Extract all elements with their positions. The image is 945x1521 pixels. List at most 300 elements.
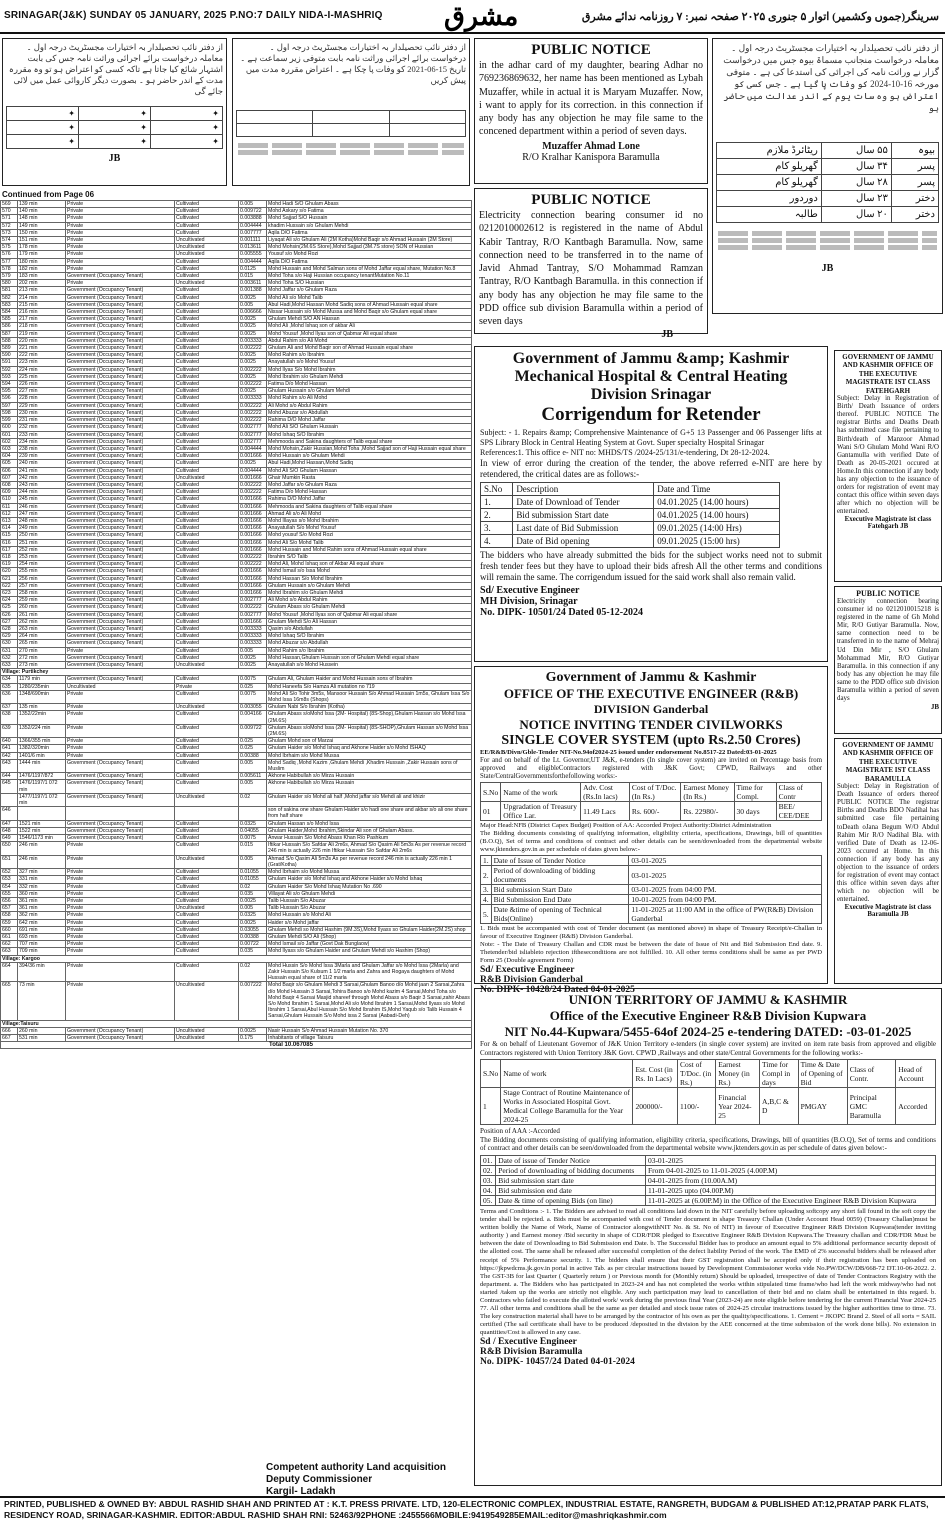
land-cell: Government (Occupancy Tenant) bbox=[66, 337, 175, 344]
land-cell: 627 bbox=[1, 618, 18, 625]
land-row bbox=[1, 597, 472, 604]
land-cell: 215 min bbox=[18, 301, 66, 308]
land-cell: Cultivated bbox=[175, 510, 239, 517]
land-cell: 603 bbox=[1, 445, 18, 452]
land-cell: Ghulam Mehdi S/O AN Hassan bbox=[267, 316, 472, 323]
land-cell: Ghulam Haider,Mohd Ibrahim,Skindar Ali son of Ghulam Abass. bbox=[267, 827, 472, 834]
ku-cell: 200000/- bbox=[633, 1088, 678, 1125]
land-cell: Mohd Ali S/o Mohd Talib bbox=[267, 539, 472, 546]
land-row bbox=[1, 855, 472, 868]
land-cell: Mohd Askary s/o Fatima bbox=[267, 208, 472, 215]
land-cell: Private bbox=[66, 933, 175, 940]
land-row bbox=[1, 431, 472, 438]
land-cell: Government (Occupancy Tenant) bbox=[66, 582, 175, 589]
land-cell: 0.001111 bbox=[239, 237, 267, 244]
ku-header-cell: Earnest Money (in Rs.) bbox=[716, 1060, 760, 1088]
land-cell: Cultivated bbox=[175, 745, 239, 752]
land-cell: 581 bbox=[1, 287, 18, 294]
land-cell: 569 bbox=[1, 201, 18, 208]
land-cell: Mohd Ali S/o Tohir 3m5s, Mansoor Hussain S/o Ahmad Hussain 1m5s, Ghulam Issa S/o Mohd Issa 16m8s (Shops) bbox=[267, 690, 472, 703]
land-cell: Private bbox=[66, 745, 175, 752]
land-cell: Government (Occupancy Tenant) bbox=[66, 467, 175, 474]
land-cell: 0.0025 bbox=[239, 1027, 267, 1034]
ku-schedule-row bbox=[481, 1175, 936, 1185]
land-row bbox=[1, 280, 472, 287]
land-row bbox=[1, 395, 472, 402]
ku-header-cell: Time & Date of Opening of Bid bbox=[798, 1060, 847, 1088]
land-row bbox=[1, 453, 472, 460]
land-cell: Cultivated bbox=[175, 345, 239, 352]
land-cell: 0.00722 bbox=[239, 941, 267, 948]
land-cell: Mohd Mohsin,Zakir Hussian,Mohd Toha ,Mohd Sajjad son of Haji Hussain equal share bbox=[267, 445, 472, 452]
land-cell: 0.007222 bbox=[239, 982, 267, 1020]
land-cell: Government (Occupancy Tenant) bbox=[66, 510, 175, 517]
ku-sched-cell: 03. bbox=[481, 1175, 496, 1185]
land-row bbox=[1, 273, 472, 280]
land-cell: 1280/235min bbox=[18, 683, 66, 690]
public-notice-electricity-1: PUBLIC NOTICE Electricity connection bearing consumer id no 0212010002612 is registered in the name of Abdul Kabir Tantray, R/O Kantbagh Baramulla. Now, same connection need to be transferred in to the name of Javid Ahmad Tantray, S/O Mohammad Ramzan Tantray, R/O Kantbagh Baramulla. in this connection if any body has any objection he may file same to the PDD office sub division Baramulla within a period of seven days JB bbox=[474, 188, 708, 334]
land-cell: 0.005 bbox=[239, 780, 267, 793]
land-row bbox=[1, 883, 472, 890]
land-cell: Government (Occupancy Tenant) bbox=[66, 611, 175, 618]
land-cell: Government (Occupancy Tenant) bbox=[66, 395, 175, 402]
land-cell: Abul Hadi,Mohd Hassan Mohd Sadiq sons of Ahmad Hussain equal share bbox=[267, 301, 472, 308]
land-cell: 626 bbox=[1, 611, 18, 618]
land-cell: 327 min bbox=[18, 869, 66, 876]
rb-sched-cell: 5. bbox=[481, 905, 492, 924]
land-cell: 0.001666 bbox=[239, 582, 267, 589]
land-cell: 0.0025 bbox=[239, 294, 267, 301]
land-cell: Nasir Hussain S/o Ahmad Hussain Mutation No. 370 bbox=[267, 1027, 472, 1034]
rb-schedule-row bbox=[481, 905, 822, 924]
land-cell: Cultivated bbox=[175, 604, 239, 611]
land-cell: 0.013611 bbox=[239, 244, 267, 251]
land-row bbox=[1, 683, 472, 690]
land-cell: 631 bbox=[1, 647, 18, 654]
land-cell: 592 bbox=[1, 366, 18, 373]
land-cell: 249 min bbox=[18, 525, 66, 532]
land-cell: Government (Occupancy Tenant) bbox=[66, 496, 175, 503]
land-cell: 1401/6 min bbox=[18, 752, 66, 759]
land-cell: Ghair Mumkin Rasta bbox=[267, 474, 472, 481]
land-cell: 611 bbox=[1, 503, 18, 510]
land-cell: 656 bbox=[1, 897, 18, 904]
land-row bbox=[1, 633, 472, 640]
land-cell: 0.0025 bbox=[239, 359, 267, 366]
ku-schedule-row bbox=[481, 1165, 936, 1175]
land-cell: 588 bbox=[1, 337, 18, 344]
rb-header-cell: Adv. Cost (Rs.In lacs) bbox=[581, 783, 630, 802]
land-cell: Cultivated bbox=[175, 654, 239, 661]
land-row bbox=[1, 424, 472, 431]
land-cell: Government (Occupancy Tenant) bbox=[66, 481, 175, 488]
land-cell: Government (Occupancy Tenant) bbox=[66, 438, 175, 445]
land-cell: 1522 min bbox=[18, 827, 66, 834]
land-cell: Uncultivated bbox=[175, 704, 239, 711]
land-cell: 0.002222 bbox=[239, 366, 267, 373]
land-cell: Mohd Toha s/o Haji Hussian occupancy tenantMutation No.11 bbox=[267, 273, 472, 280]
land-row bbox=[1, 926, 472, 933]
land-cell: 580 bbox=[1, 280, 18, 287]
land-row bbox=[1, 919, 472, 926]
land-cell: Private bbox=[66, 926, 175, 933]
land-row bbox=[1, 373, 472, 380]
land-row bbox=[1, 460, 472, 467]
land-cell: Private bbox=[66, 280, 175, 287]
ku-header-cell: Time for Compl in days bbox=[760, 1060, 799, 1088]
land-cell: Cultivated bbox=[175, 258, 239, 265]
land-cell: Cultivated bbox=[175, 820, 239, 827]
land-cell: Uncultivated bbox=[175, 905, 239, 912]
land-row bbox=[1, 669, 472, 676]
land-row bbox=[1, 835, 472, 842]
land-cell: Uncultivated bbox=[175, 793, 239, 806]
land-cell: 257 min bbox=[18, 582, 66, 589]
land-cell: 240 min bbox=[18, 460, 66, 467]
land-cell: 361 min bbox=[18, 905, 66, 912]
land-cell: Government (Occupancy Tenant) bbox=[66, 352, 175, 359]
land-cell: 645 bbox=[1, 780, 18, 793]
land-cell: Cultivated bbox=[175, 827, 239, 834]
land-row bbox=[1, 982, 472, 1020]
land-cell: 0.0075 bbox=[239, 690, 267, 703]
land-cell bbox=[175, 807, 239, 820]
land-cell: 221 min bbox=[18, 345, 66, 352]
land-cell: Cultivated bbox=[175, 738, 239, 745]
land-cell: Government (Occupancy Tenant) bbox=[66, 316, 175, 323]
mh-division-corrigendum: Government of Jammu &amp; Kashmir Mechanical Hospital & Central Heating Division Srinagar Corrigendum for Retender Subject: - 1. Repairs &amp; Comprehensive Maintenance of G+5 13 Passenger and 06 Passenger lifts at SPS Library Block in Central Heating System at Govt. Super specialty Hospital Srinagar References:1. This office e- NIT no: MHDS/TS /2024-25/131/e-tendering, Dt 28-12-2024. In view of error during the creation of the tender, the above referred e-NIT are here by retendered, the critical dates are as follows:- S.No Description Date and Time 1. Date of Download of Tender 04.01.2025 (14.00 hours) 2. Bid submission Start date 04.01.2025 (14.00 hours) 3. Last date of Bid Submission 09.01.2025 (14:00 Hrs) 4. Date of Bid opening 09.01.2025 (15:00 hrs) The bidders who have already submitted the bids for the subject works need not to submit fresh tender fees but they have to upload their bids afresh All the other terms and conditions will remain the same. The corrigendum issued for the said work shall also remain valid. Sd/ Executive Engineer MH Division, Srinagar No. DIPK- 10501/24 Dated 05-12-2024 bbox=[474, 346, 828, 662]
land-row bbox=[1, 654, 472, 661]
land-cell: Inhabitants of village Taisuru bbox=[267, 1034, 472, 1041]
land-cell: Cultivated bbox=[175, 417, 239, 424]
rb-header-cell: Cost of T/Doc. (In Rs.) bbox=[629, 783, 681, 802]
land-cell: 0.009722 bbox=[239, 724, 267, 737]
land-cell: Cultivated bbox=[175, 330, 239, 337]
ku-cell: Accorded bbox=[896, 1088, 936, 1125]
land-cell: Mohd Ibrhaim s/o Mohd Mussa bbox=[267, 752, 472, 759]
heir-row bbox=[717, 207, 939, 223]
land-cell: 256 min bbox=[18, 575, 66, 582]
rb-ganderbal-tender: Government of Jammu & Kashmir OFFICE OF THE EXECUTIVE ENGINEER (R&B) DIVISION Ganderbal NOTICE INVITING TENDER CIVILWORKS SINGLE COVER SYSTEM (upto Rs.2.50 Crores) EE/R&B/Divn/Gble-Tender NIT-No.94of2024-25 issued under endorsement No.8517-22 Dated:03-01-2025 For and on behalf of the Lt. Governor,UT J&K, e-tenders (In single cover system) are invited on Percentage basis from approved and eligibleContractors registered with J&K Govt; CPWD, Railways and other State/CentralGovernmentsforthefollowing works:- S.No Name of the work Adv. Cost (Rs.In lacs) Cost of T/Doc. (In Rs.) Earnest Money (In Rs.) Time for Compl. Class of Contr 01 Upgradation of Treasury Office Lar. 11.49 Lacs Rs. 600/- Rs. 22980/- 30 days BEE/ CEE/DEE Major Head:NFB (District Capex Budget) Position of AA: Accorded Project Authority:District Administration The Bidding documents consisting of qualifying information, eligibility criteria, specifications, Drawings, bill of quantities (B.O.Q), Set of terms and conditions of contract and other details can be seen/downloaded from the departmental website www.jktenders.gov.in as per schedule of dates given below:- 1. Date of Issue of Tender Notice 03-01-2025 2. Period of downloading of bidding documents 03-01-2025 3. Bid submission Start Date 03-01-2025 from 04:00 PM. 4. Bid Submission End Date 10-01-2025 from 04:00 PM. 5. Date &time of opening of Technical Bids(Online) 11-01-2025 at 11:00 AM in the office of PW(R&B) Division Ganderbal 1. Bids must be accompanied with cost of Tender document (as mentioned above) in shape of Treasury Receipt/e-Challan in favour of Executive Engineer (R&B) Division Ganderbal. Note: - The Date of Treasury Challan and CDR must be between the date of Issue of Nit and Bid Submission End date. 9. Thetender/bid isliableto rejection iftheseconditions are not fulfilled. 10. All other terms conditions shall be same as per PWD Form 25 (Double agreement Form) Sd/ Executive Engineer R&B Division Ganderbal No. DIPK- 10428/24 Dated 04-01-2025 bbox=[474, 666, 828, 984]
land-cell: Cultivated bbox=[175, 690, 239, 703]
land-cell: Government (Occupancy Tenant) bbox=[66, 793, 175, 806]
land-cell: 651 bbox=[1, 855, 18, 868]
land-cell bbox=[1, 793, 18, 806]
land-cell: 0.0325 bbox=[239, 912, 267, 919]
land-row bbox=[1, 745, 472, 752]
land-cell: Cultivated bbox=[175, 316, 239, 323]
rb-cell: Rs. 600/- bbox=[629, 802, 681, 821]
land-cell: 260 min bbox=[18, 604, 66, 611]
land-cell: 225 min bbox=[18, 373, 66, 380]
mh-cell: 4. bbox=[481, 535, 513, 548]
land-cell: 634 bbox=[1, 676, 18, 683]
land-cell: 244 min bbox=[18, 489, 66, 496]
land-cell: 609 bbox=[1, 489, 18, 496]
land-cell: 641 bbox=[1, 745, 18, 752]
land-cell: 0.001666 bbox=[239, 525, 267, 532]
land-cell: 151 min bbox=[18, 237, 66, 244]
land-cell: Cultivated bbox=[175, 575, 239, 582]
land-cell: Cultivated bbox=[175, 876, 239, 883]
land-cell: Cultivated bbox=[175, 869, 239, 876]
land-cell: 0.003888 bbox=[239, 215, 267, 222]
land-row bbox=[1, 890, 472, 897]
land-cell: Rahima D/O Mohd Jaffar bbox=[267, 417, 472, 424]
land-row bbox=[1, 912, 472, 919]
land-cell: 1366/355 min bbox=[18, 738, 66, 745]
land-cell: Cultivated bbox=[175, 933, 239, 940]
land-cell: 0.001666 bbox=[239, 568, 267, 575]
urdu-notice-1-sig: JB bbox=[108, 153, 121, 164]
land-cell: 601 bbox=[1, 431, 18, 438]
land-cell: 620 bbox=[1, 568, 18, 575]
land-cell: Cultivated bbox=[175, 222, 239, 229]
land-cell: 600 bbox=[1, 424, 18, 431]
land-cell: Cultivated bbox=[175, 460, 239, 467]
land-cell: 0.0025 bbox=[239, 323, 267, 330]
land-cell: 637 bbox=[1, 704, 18, 711]
land-cell: Government (Occupancy Tenant) bbox=[66, 424, 175, 431]
land-row bbox=[1, 503, 472, 510]
land-cell: 1179 min bbox=[18, 676, 66, 683]
land-cell: 594 bbox=[1, 381, 18, 388]
land-cell: Ghulam Mohd son of Marzai bbox=[267, 738, 472, 745]
land-cell: Cultivated bbox=[175, 752, 239, 759]
land-cell: 0.004444 bbox=[239, 467, 267, 474]
land-cell: Mohd Toha S/O Hussian bbox=[267, 280, 472, 287]
newspaper-logo: مشرق bbox=[444, 1, 519, 31]
land-cell: Government (Occupancy Tenant) bbox=[66, 453, 175, 460]
public-notice-electricity-1-body: Electricity connection bearing consumer id no 0212010002612 is registered in the name of Abdul Kabir Tantray, R/O Kantbagh Baramulla. Now, same connection need to be transferred in to the name of Javid Ahmad Tantray, S/O Mohammad Ramzan Tantray, R/O Kantbagh Baramulla. in this connection if any body has any objection he may file same to the PDD office sub division Baramulla within a period of seven days bbox=[479, 210, 703, 328]
land-cell: Private bbox=[66, 215, 175, 222]
land-row bbox=[1, 842, 472, 855]
land-cell: Uncultivated bbox=[175, 251, 239, 258]
land-cell: 616 bbox=[1, 539, 18, 546]
land-cell: 621 bbox=[1, 575, 18, 582]
land-cell: Cultivated bbox=[175, 568, 239, 575]
land-cell: Government (Occupancy Tenant) bbox=[66, 1034, 175, 1041]
land-cell: 180 min bbox=[18, 258, 66, 265]
land-cell: Government (Occupancy Tenant) bbox=[66, 539, 175, 546]
land-cell: Ghulam Haider S/o Mohd Ishaq Mutation No .690 bbox=[267, 883, 472, 890]
land-cell: Mohd Yousuf ,Mohd Ilyas son of Qabmar Ali equal share bbox=[267, 611, 472, 618]
land-cell: 245 min bbox=[18, 496, 66, 503]
land-cell: 0.04055 bbox=[239, 827, 267, 834]
land-cell: 596 bbox=[1, 395, 18, 402]
land-cell: 260 min bbox=[18, 1027, 66, 1034]
land-cell: 661 bbox=[1, 933, 18, 940]
land-cell: 0.005 bbox=[239, 301, 267, 308]
land-cell: Cultivated bbox=[175, 496, 239, 503]
land-cell: 0.002222 bbox=[239, 489, 267, 496]
land-cell: 632 bbox=[1, 654, 18, 661]
land-cell: 216 min bbox=[18, 309, 66, 316]
land-cell: 615 bbox=[1, 532, 18, 539]
land-cell: 218 min bbox=[18, 323, 66, 330]
land-cell: Mohd Ismail s/o Jaffar (Govt Dak Bunglaow) bbox=[267, 941, 472, 948]
land-cell: Uncultivated bbox=[175, 1034, 239, 1041]
heir-cell: پسر bbox=[891, 159, 938, 175]
land-cell: Government (Occupancy Tenant) bbox=[66, 409, 175, 416]
land-cell: 73 min bbox=[18, 982, 66, 1020]
land-cell: 0.035 bbox=[239, 948, 267, 955]
land-cell: Mohd Jaffar s/o Ghulam Raza bbox=[267, 481, 472, 488]
land-cell: Ghulam Abass s/oMohd Issa (2M- Hospital) (8S-SHOP),Ghulam Hassan s/o Mohd Issa (2M.6S) bbox=[267, 724, 472, 737]
land-cell: Akhone Habibullah s/o Mirza Hussain bbox=[267, 773, 472, 780]
land-row bbox=[1, 517, 472, 524]
land-cell: 238 min bbox=[18, 445, 66, 452]
land-cell: Cultivated bbox=[175, 359, 239, 366]
land-cell: 272 min bbox=[18, 654, 66, 661]
land-cell: 1352/22min bbox=[18, 711, 66, 724]
land-cell: Ghulam Haider s/o Mohd Ishaq and Akhone Haider s/o Mohd Ishaq bbox=[267, 876, 472, 883]
land-cell: Cultivated bbox=[175, 962, 239, 982]
land-cell: Mohd Baqir s/o Ghulam Mehdi 3 Sarsai,Ghulam Banoo d/o Mohd jaan 2 Sarsai,Zahra d/o Mohd Hussain 3 Sarsai,Tohira Banoo s/o Mohd kazim 4 Sarsai,Mohd Toha s/o Mohd Baqir 4 Sarsai Masjid shareef through Mohd Abass s/o Baqir 3 Sarsai,zahir Abass S/o Mohd Ibrahim 1 Sarsai,Mohd Ali s/o Mohd Ibrahim 1 Sarsai,Mohd Ilyass s/o Mohd Ibrahim 1 Sarsai,Abul Hussain S/o Mohd Ibrahim IS,Mohd Yaqub s/o Talib Hussain 4 Sarsai,Ghulam Hussain S/o Mohd issa 2 Sarsai (Aabadi-Deh) bbox=[268, 982, 470, 1020]
land-cell: 228 min bbox=[18, 395, 66, 402]
land-cell: 0.001666 bbox=[239, 546, 267, 553]
land-cell: 0.0025 bbox=[239, 373, 267, 380]
land-cell: Private bbox=[66, 905, 175, 912]
land-cell: 135 min bbox=[18, 704, 66, 711]
land-row bbox=[1, 481, 472, 488]
land-cell: 259 min bbox=[18, 597, 66, 604]
land-row bbox=[1, 897, 472, 904]
mh-header-cell: Date and Time bbox=[654, 483, 780, 496]
land-cell: 0.001666 bbox=[239, 517, 267, 524]
urdu-notice-3-sig: JB bbox=[821, 263, 834, 274]
land-cell: Ibrahim S/O Talib bbox=[267, 553, 472, 560]
rb-cell: 30 days bbox=[734, 802, 776, 821]
land-cell: Cultivated bbox=[175, 395, 239, 402]
heir-cell: ۲۰ سال bbox=[821, 207, 891, 223]
mh-header-cell: S.No bbox=[481, 483, 513, 496]
land-cell: 1348/690min bbox=[18, 690, 66, 703]
land-cell: Private bbox=[66, 229, 175, 236]
land-cell: Mohd Ishaq S/O Ibrahim bbox=[267, 431, 472, 438]
land-cell: 222 min bbox=[18, 352, 66, 359]
land-cell: 0.0025 bbox=[239, 654, 267, 661]
rb-schedule-table bbox=[480, 855, 822, 924]
ku-header-cell: Class of Contr. bbox=[847, 1060, 895, 1088]
land-cell: Government (Occupancy Tenant) bbox=[66, 373, 175, 380]
land-cell: Government (Occupancy Tenant) bbox=[66, 640, 175, 647]
land-cell: 0.003333 bbox=[239, 395, 267, 402]
land-cell: Private bbox=[66, 690, 175, 703]
ku-header-cell: S.No bbox=[481, 1060, 501, 1088]
land-cell: Government (Occupancy Tenant) bbox=[66, 402, 175, 409]
land-cell: 246 min bbox=[18, 842, 66, 855]
land-cell: Uncultivated bbox=[175, 280, 239, 287]
land-cell: Cultivated bbox=[175, 208, 239, 215]
land-cell: Abul Hadi,Mohd Hassan,Mohd Sadiq bbox=[267, 460, 472, 467]
land-cell: Cultivated bbox=[175, 553, 239, 560]
land-cell: 585 bbox=[1, 316, 18, 323]
land-cell: 623 bbox=[1, 589, 18, 596]
land-row bbox=[1, 381, 472, 388]
land-cell: 0.002222 bbox=[239, 561, 267, 568]
land-row bbox=[1, 941, 472, 948]
land-cell: 0.025 bbox=[239, 683, 267, 690]
land-cell: 582 bbox=[1, 294, 18, 301]
land-row bbox=[1, 604, 472, 611]
land-cell: 0.03055 bbox=[239, 926, 267, 933]
land-row bbox=[1, 417, 472, 424]
ku-cell: PMGAY bbox=[798, 1088, 847, 1125]
land-cell: 213 min bbox=[18, 287, 66, 294]
ku-sched-cell: Bid submission start date bbox=[496, 1175, 646, 1185]
mh-header-cell: Description bbox=[513, 483, 654, 496]
land-cell: Cultivated bbox=[175, 445, 239, 452]
land-cell: 579 bbox=[1, 273, 18, 280]
land-row bbox=[1, 366, 472, 373]
land-row bbox=[1, 309, 472, 316]
land-cell: Mohd Ali ,Mohd Ishaq son of akbar Ali bbox=[267, 323, 472, 330]
land-cell: Mohd Mohsin(2M.6S Store),Mohd Sajjad (3M.7S store) SON of Hussian bbox=[267, 244, 472, 251]
ku-schedule-row bbox=[481, 1185, 936, 1195]
land-row bbox=[1, 1034, 472, 1041]
mh-date-row bbox=[481, 522, 780, 535]
land-cell: Cultivated bbox=[175, 525, 239, 532]
land-cell: Private bbox=[66, 265, 175, 272]
ku-schedule-row bbox=[481, 1155, 936, 1165]
land-cell: Government (Occupancy Tenant) bbox=[66, 827, 175, 834]
land-row bbox=[1, 201, 472, 208]
land-cell: Ghulam Ali, Ghulam Haider and Mohd Hussain sons of Ibrahim bbox=[267, 676, 472, 683]
land-cell: Government (Occupancy Tenant) bbox=[66, 676, 175, 683]
land-cell: 608 bbox=[1, 481, 18, 488]
rb-sched-cell: Bid submission Start Date bbox=[491, 885, 629, 895]
land-cell: 179 min bbox=[18, 251, 66, 258]
land-cell: 613 bbox=[1, 517, 18, 524]
land-cell: 0.02 bbox=[239, 883, 267, 890]
land-cell: 647 bbox=[1, 820, 18, 827]
land-cell: 0.005 bbox=[239, 647, 267, 654]
land-cell: Uncultivated bbox=[175, 982, 239, 1020]
land-row bbox=[1, 208, 472, 215]
land-cell: Haider s/o Mohd jaffar bbox=[267, 919, 472, 926]
land-cell: Government (Occupancy Tenant) bbox=[66, 625, 175, 632]
land-cell: 570 bbox=[1, 208, 18, 215]
land-cell: Aqila D/O Fatima bbox=[267, 258, 472, 265]
land-row bbox=[1, 752, 472, 759]
land-cell: Government (Occupancy Tenant) bbox=[66, 309, 175, 316]
land-cell: Cultivated bbox=[175, 309, 239, 316]
land-row bbox=[1, 467, 472, 474]
land-cell: 139 min bbox=[18, 201, 66, 208]
land-cell: Cultivated bbox=[175, 481, 239, 488]
urdu-notice-3: از دفتر نائب تحصیلدار بہ اختیارات مجسٹریٹ درجہ اول ۔ معاملہ درخواست منجانب مسماۃ بیوہ جس میں درخواست گزار نے وراثت نامہ کی اجرائی کی استدعا کی ہے ۔ متوفی مورخہ 16-10-2024 کو وفات پا گیا ہے ۔ جس کسی کو اعتراض ہو وہ سات یوم کے اندر عدالت میں حاضر ہو بیوہ ۵۵ سال ریٹائرڈ ملازم پسر ۳۴ سال گھریلو کام پسر ۲۸ سال گھریلو کام دختر ۲۳ سال دوردور دختر ۲۰ سال طالبہ JB bbox=[712, 38, 943, 314]
land-cell: Private bbox=[66, 237, 175, 244]
land-cell: Government (Occupancy Tenant) bbox=[66, 474, 175, 481]
land-cell: Cultivated bbox=[175, 431, 239, 438]
land-row bbox=[1, 359, 472, 366]
land-cell: 0.001666 bbox=[239, 539, 267, 546]
land-cell: 262 min bbox=[18, 618, 66, 625]
village-label: Village: Kargoo bbox=[1, 955, 472, 962]
land-acquisition-table bbox=[0, 200, 472, 1049]
land-cell: 655 bbox=[1, 890, 18, 897]
land-cell: 586 bbox=[1, 323, 18, 330]
land-cell: 0.005 bbox=[239, 759, 267, 772]
land-cell: Government (Occupancy Tenant) bbox=[66, 597, 175, 604]
land-cell: Private bbox=[66, 855, 175, 868]
land-cell: Ghulam Mehdi so Mohd Hashim (9M.3S),Mohd Ilyass so Ghulam Haider(2M.2S) shop bbox=[267, 926, 472, 933]
land-cell: 0.001666 bbox=[239, 532, 267, 539]
land-cell: 619 bbox=[1, 561, 18, 568]
rb-works-table bbox=[480, 782, 822, 821]
land-cell: 0.005555 bbox=[239, 251, 267, 258]
